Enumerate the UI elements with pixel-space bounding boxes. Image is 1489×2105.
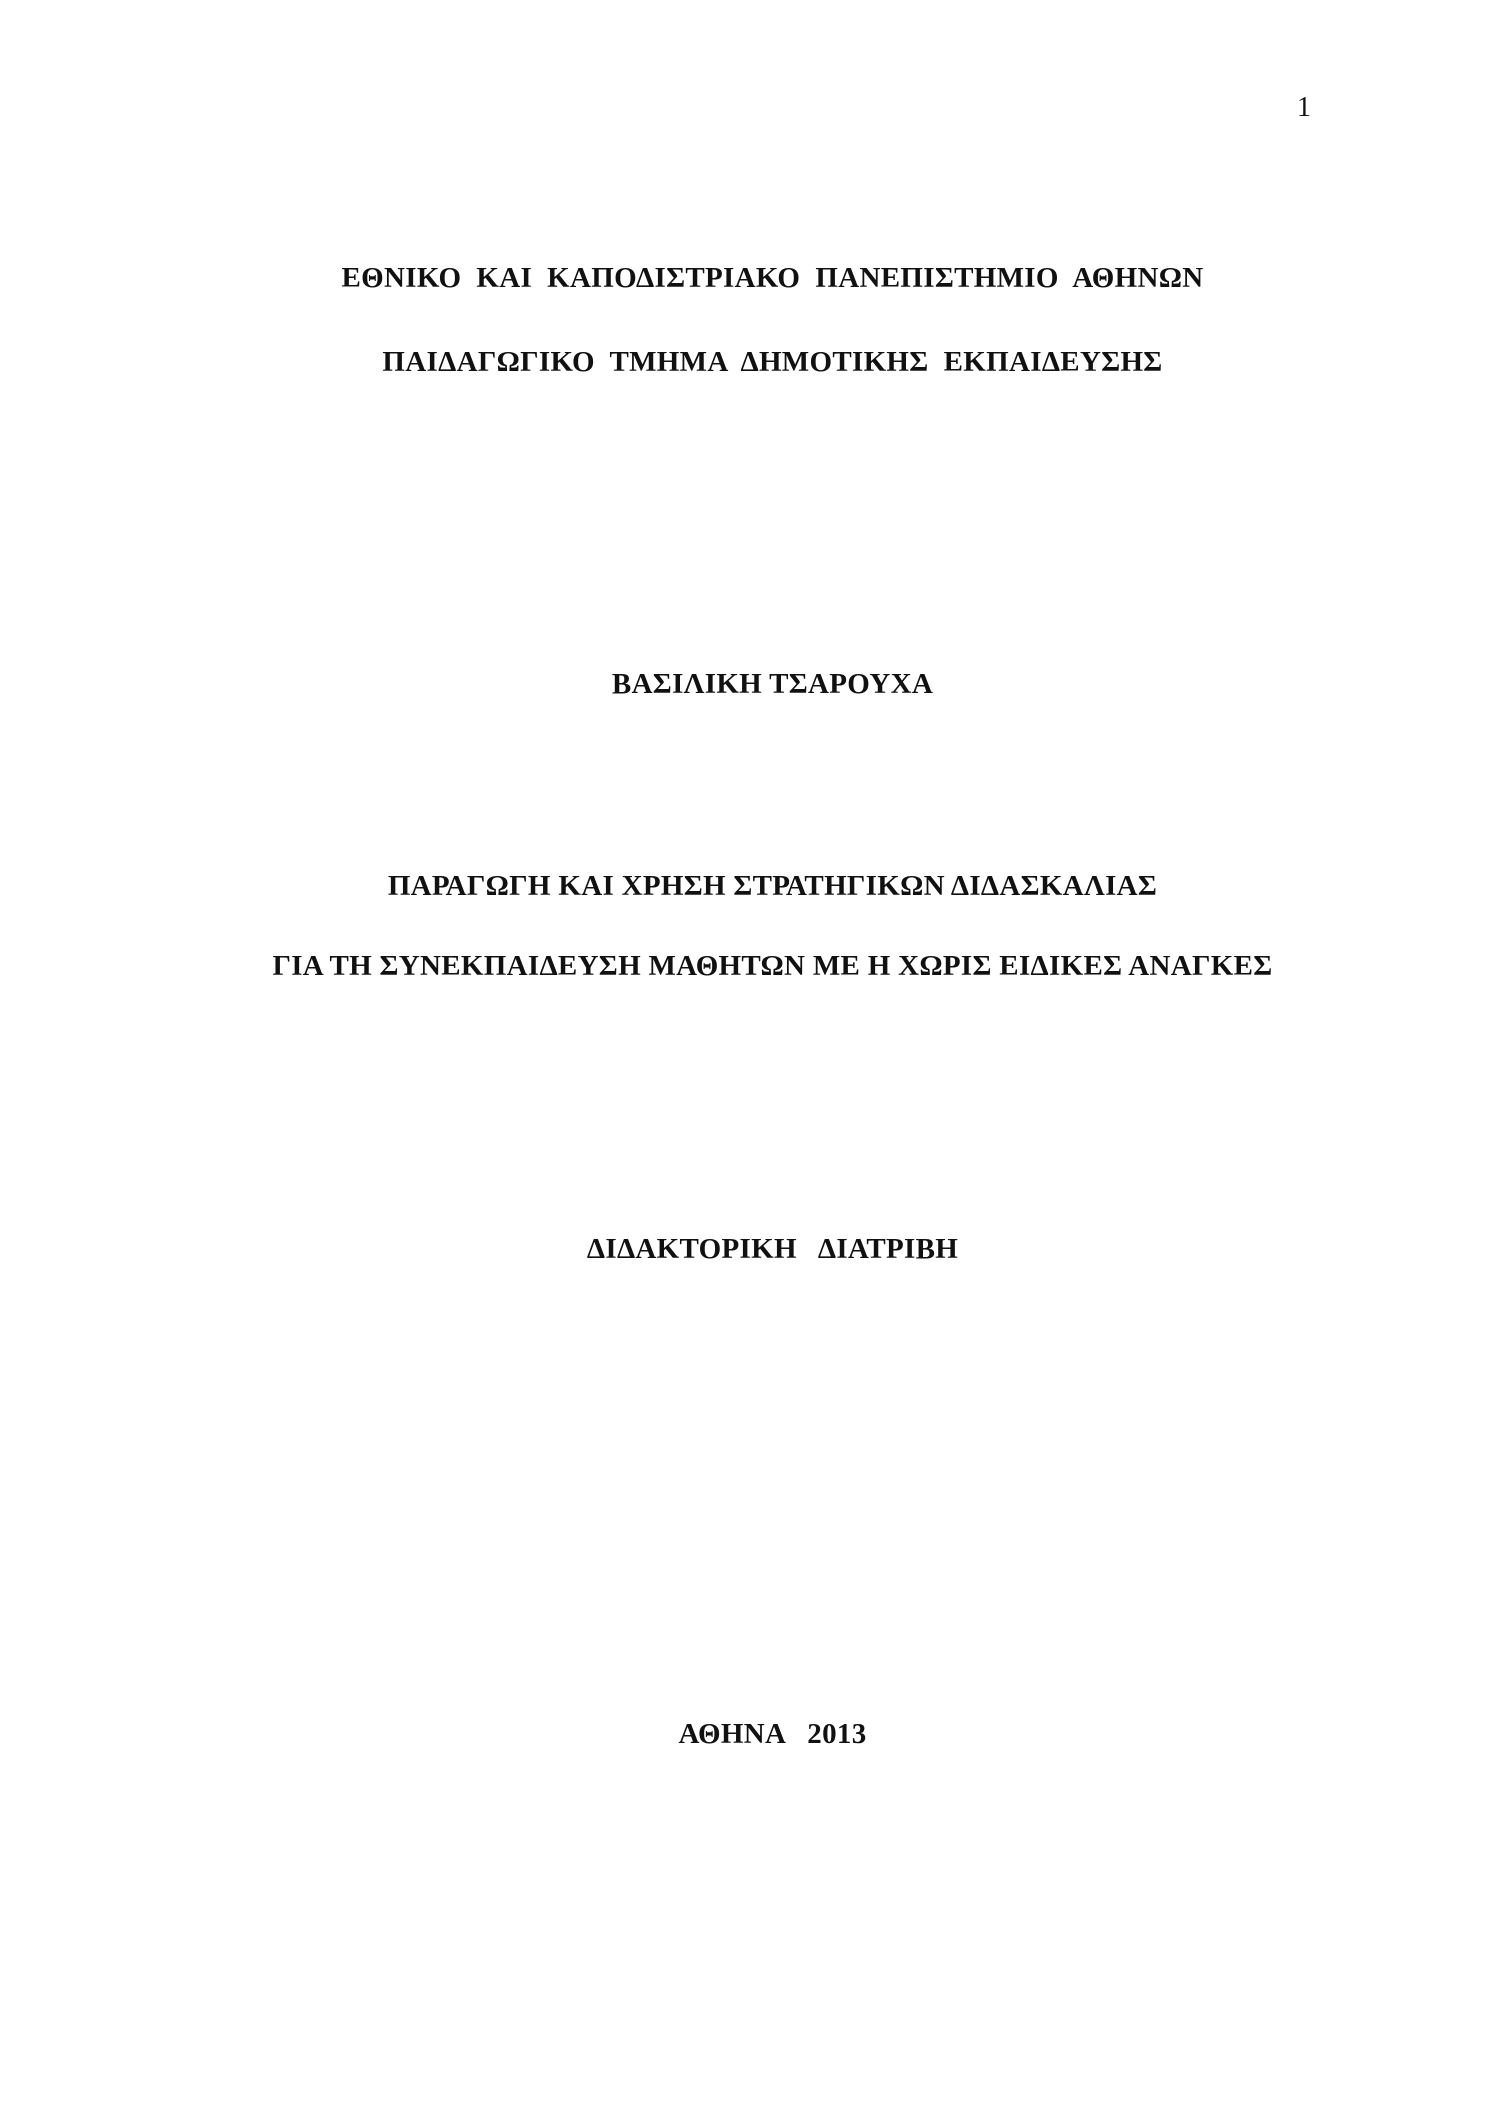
thesis-title-line-1: ΠΑΡΑΓΩΓΗ ΚΑΙ ΧΡΗΣΗ ΣΤΡΑΤΗΓΙΚΩΝ ΔΙΔΑΣΚΑΛΙΑΣ — [387, 870, 1158, 902]
university-name: ΕΘΝΙΚΟ ΚΑΙ ΚΑΠΟΔΙΣΤΡΙΑΚΟ ΠΑΝΕΠΙΣΤΗΜΙΟ ΑΘΗΝΩΝ — [341, 262, 1204, 294]
page-number: 1 — [1297, 92, 1311, 123]
place-and-year: ΑΘΗΝΑ 2013 — [678, 1718, 867, 1750]
department-name: ΠΑΙΔΑΓΩΓΙΚΟ ΤΜΗΜΑ ΔΗΜΟΤΙΚΗΣ ΕΚΠΑΙΔΕΥΣΗΣ — [382, 346, 1163, 378]
thesis-title-line-2: ΓΙΑ ΤΗ ΣΥΝΕΚΠΑΙΔΕΥΣΗ ΜΑΘΗΤΩΝ ΜΕ Η ΧΩΡΙΣ ΕΙΔΙΚΕΣ ΑΝΑΓΚΕΣ — [272, 950, 1273, 982]
document-type: ΔΙΔΑΚΤΟΡΙΚΗ ΔΙΑΤΡΙΒΗ — [586, 1233, 959, 1265]
author-name: ΒΑΣΙΛΙΚΗ ΤΣΑΡΟΥΧΑ — [611, 668, 934, 700]
